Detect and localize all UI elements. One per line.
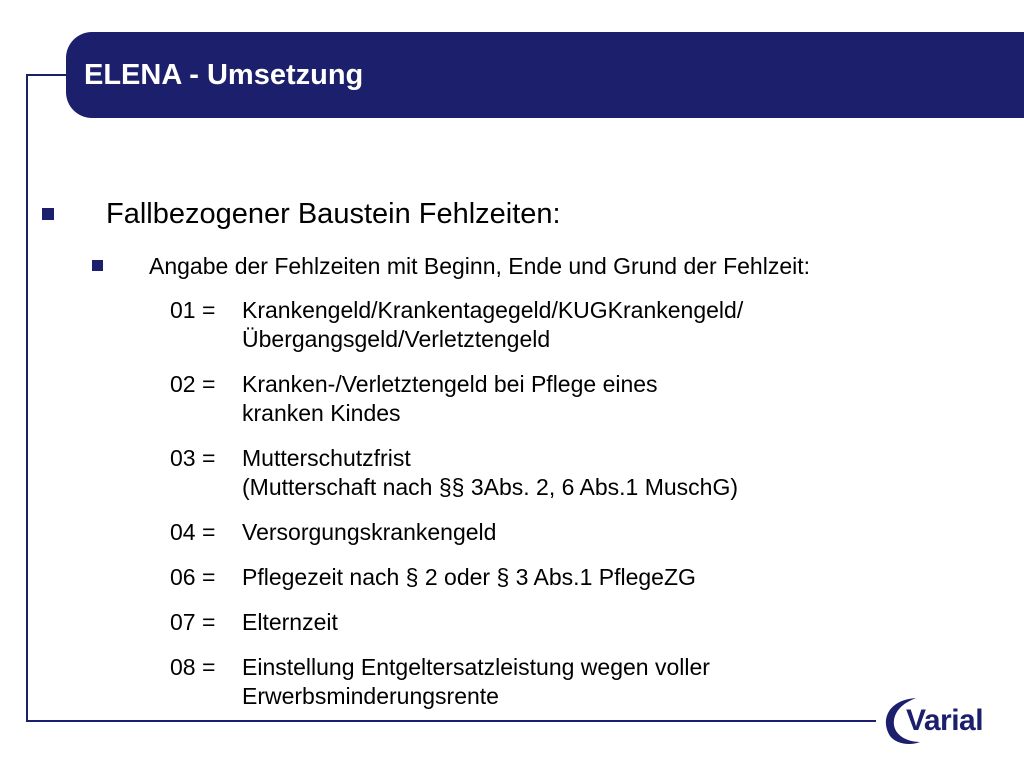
item-line: Pflegezeit nach § 2 oder § 3 Abs.1 PflegeZG: [242, 564, 696, 590]
logo-text: Varial: [906, 704, 984, 737]
list-item: [170, 608, 930, 637]
code-list: [170, 296, 930, 727]
item-description: [242, 518, 930, 547]
item-line: Mutterschutzfrist: [242, 445, 411, 471]
item-line: Kranken-/Verletztengeld bei Pflege eines: [242, 371, 658, 397]
item-description: [242, 653, 930, 711]
item-code: 03 =: [170, 445, 216, 471]
item-description: [242, 444, 930, 502]
item-line: Elternzeit: [242, 609, 338, 635]
item-description: [242, 608, 930, 637]
list-item: [170, 563, 930, 592]
frame-left-line: [26, 74, 28, 722]
item-line: Erwerbsminderungsrente: [242, 683, 499, 709]
item-description: [242, 563, 930, 592]
varial-logo: [876, 690, 1016, 750]
item-code: 01 =: [170, 297, 216, 323]
item-code: 07 =: [170, 609, 216, 635]
item-code: 02 =: [170, 371, 216, 397]
sub-bullet-square-icon: [92, 260, 103, 271]
section-heading: Fallbezogener Baustein Fehlzeiten:: [106, 198, 561, 230]
list-item: [170, 296, 930, 354]
item-line: Übergangsgeld/Verletztengeld: [242, 326, 551, 352]
item-code: 08 =: [170, 654, 216, 680]
item-description: [242, 296, 930, 354]
bullet-square-icon: [42, 208, 54, 220]
frame-top-line: [26, 74, 68, 76]
item-line: Einstellung Entgeltersatzleistung wegen voller: [242, 654, 710, 680]
item-line: kranken Kindes: [242, 400, 401, 426]
item-line: (Mutterschaft nach §§ 3Abs. 2, 6 Abs.1 MuschG): [242, 474, 739, 500]
list-item: [170, 444, 930, 502]
list-item: [170, 518, 930, 547]
item-code: 06 =: [170, 564, 216, 590]
item-line: Versorgungskrankengeld: [242, 519, 497, 545]
list-item: [170, 370, 930, 428]
item-description: [242, 370, 930, 428]
section-subheading: Angabe der Fehlzeiten mit Beginn, Ende und Grund der Fehlzeit:: [149, 253, 811, 279]
list-item: [170, 653, 930, 711]
title-bar: [66, 32, 1024, 118]
item-code: 04 =: [170, 519, 216, 545]
slide-title: ELENA - Umsetzung: [84, 59, 364, 91]
item-line: Krankengeld/Krankentagegeld/KUGKrankengeld/: [242, 297, 744, 323]
